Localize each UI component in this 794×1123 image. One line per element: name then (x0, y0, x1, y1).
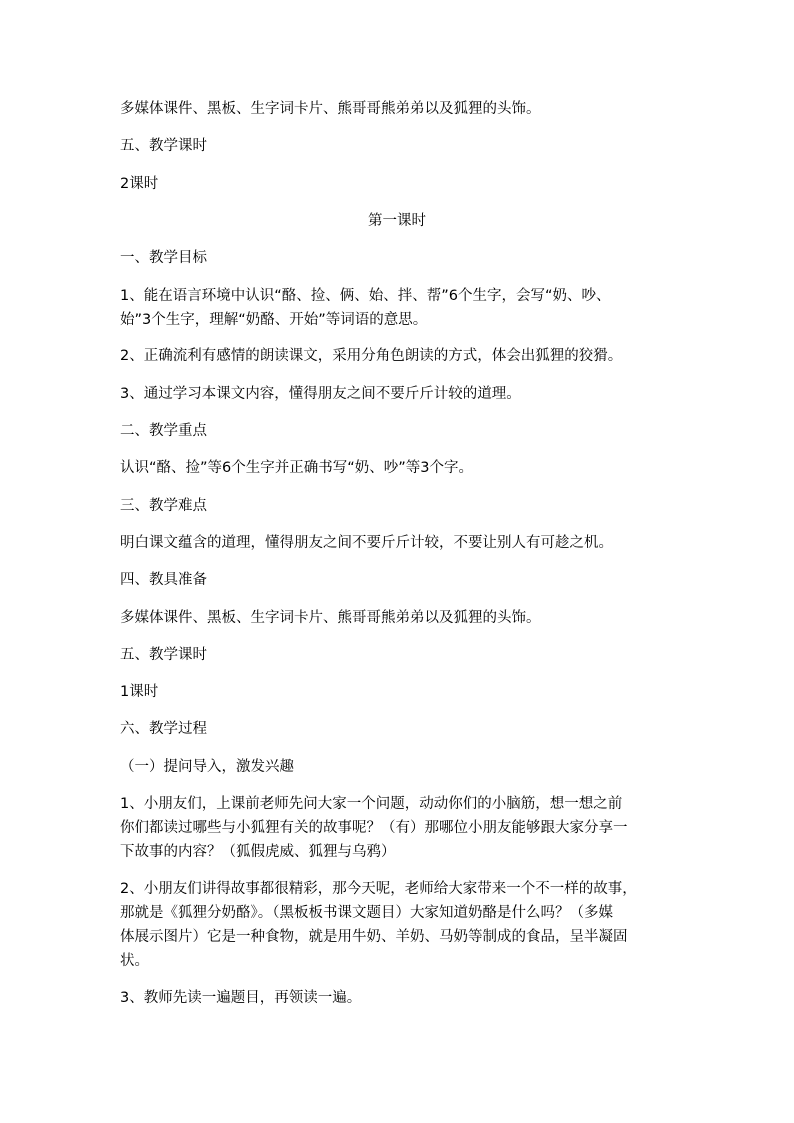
step-1-line-1: 1、小朋友们，上课前老师先问大家一个问题，动动你们的小脑筋，想一想之前 (120, 796, 623, 812)
paragraph-materials: 多媒体课件、黑板、生字词卡片、熊哥哥熊弟弟以及狐狸的头饰。 (120, 101, 541, 117)
step-3: 3、教师先读一遍题目，再领读一遍。 (120, 990, 362, 1006)
step-2-line-2: 那就是《狐狸分奶酪》。（黑板板书课文题目）大家知道奶酪是什么吗？（多媒 (120, 905, 613, 921)
goal-1-line-1: 1、能在语言环境中认识“酪、捡、俩、始、拌、帮”6个生字，会写“奶、吵、 (120, 288, 611, 304)
heading-teaching-goals: 一、教学目标 (120, 250, 207, 266)
heading-difficulties: 三、教学难点 (120, 498, 207, 514)
heading-materials: 四、教具准备 (120, 572, 207, 588)
step-2-line-1: 2、小朋友们讲得故事都很精彩，那今天呢，老师给大家带来一个不一样的故事， (120, 881, 637, 897)
paragraph-class-hours: 2课时 (120, 176, 159, 192)
heading-class-hours: 五、教学课时 (120, 138, 207, 154)
paragraph-materials-2: 多媒体课件、黑板、生字词卡片、熊哥哥熊弟弟以及狐狸的头饰。 (120, 610, 541, 626)
step-1-line-2: 你们都读过哪些与小狐狸有关的故事呢？（有）那哪位小朋友能够跟大家分享一 (120, 820, 628, 836)
goal-3: 3、通过学习本课文内容，懂得朋友之间不要斤斤计较的道理。 (120, 386, 521, 402)
step-1-line-3: 下故事的内容？（狐假虎威、狐狸与乌鸦） (120, 844, 396, 860)
heading-key-points: 二、教学重点 (120, 423, 207, 439)
goal-1-line-2: 始”3个生字，理解“奶酪、开始”等词语的意思。 (120, 312, 428, 328)
heading-class-hours-2: 五、教学课时 (120, 647, 207, 663)
paragraph-difficulties: 明白课文蕴含的道理，懂得朋友之间不要斤斤计较，不要让别人有可趁之机。 (120, 535, 613, 551)
paragraph-key-points: 认识“酪、捡”等6个生字并正确书写“奶、吵”等3个字。 (120, 460, 473, 476)
step-2-line-4: 状。 (120, 953, 149, 969)
subheading-introduction: （一）提问导入，激发兴趣 (120, 759, 294, 775)
section-title-first-lesson: 第一课时 (368, 213, 426, 229)
goal-2: 2、正确流利有感情的朗读课文，采用分角色朗读的方式，体会出狐狸的狡猾。 (120, 348, 623, 364)
paragraph-class-hours-2: 1课时 (120, 684, 159, 700)
step-2-line-3: 体展示图片）它是一种食物，就是用牛奶、羊奶、马奶等制成的食品，呈半凝固 (120, 929, 628, 945)
heading-teaching-process: 六、教学过程 (120, 721, 207, 737)
